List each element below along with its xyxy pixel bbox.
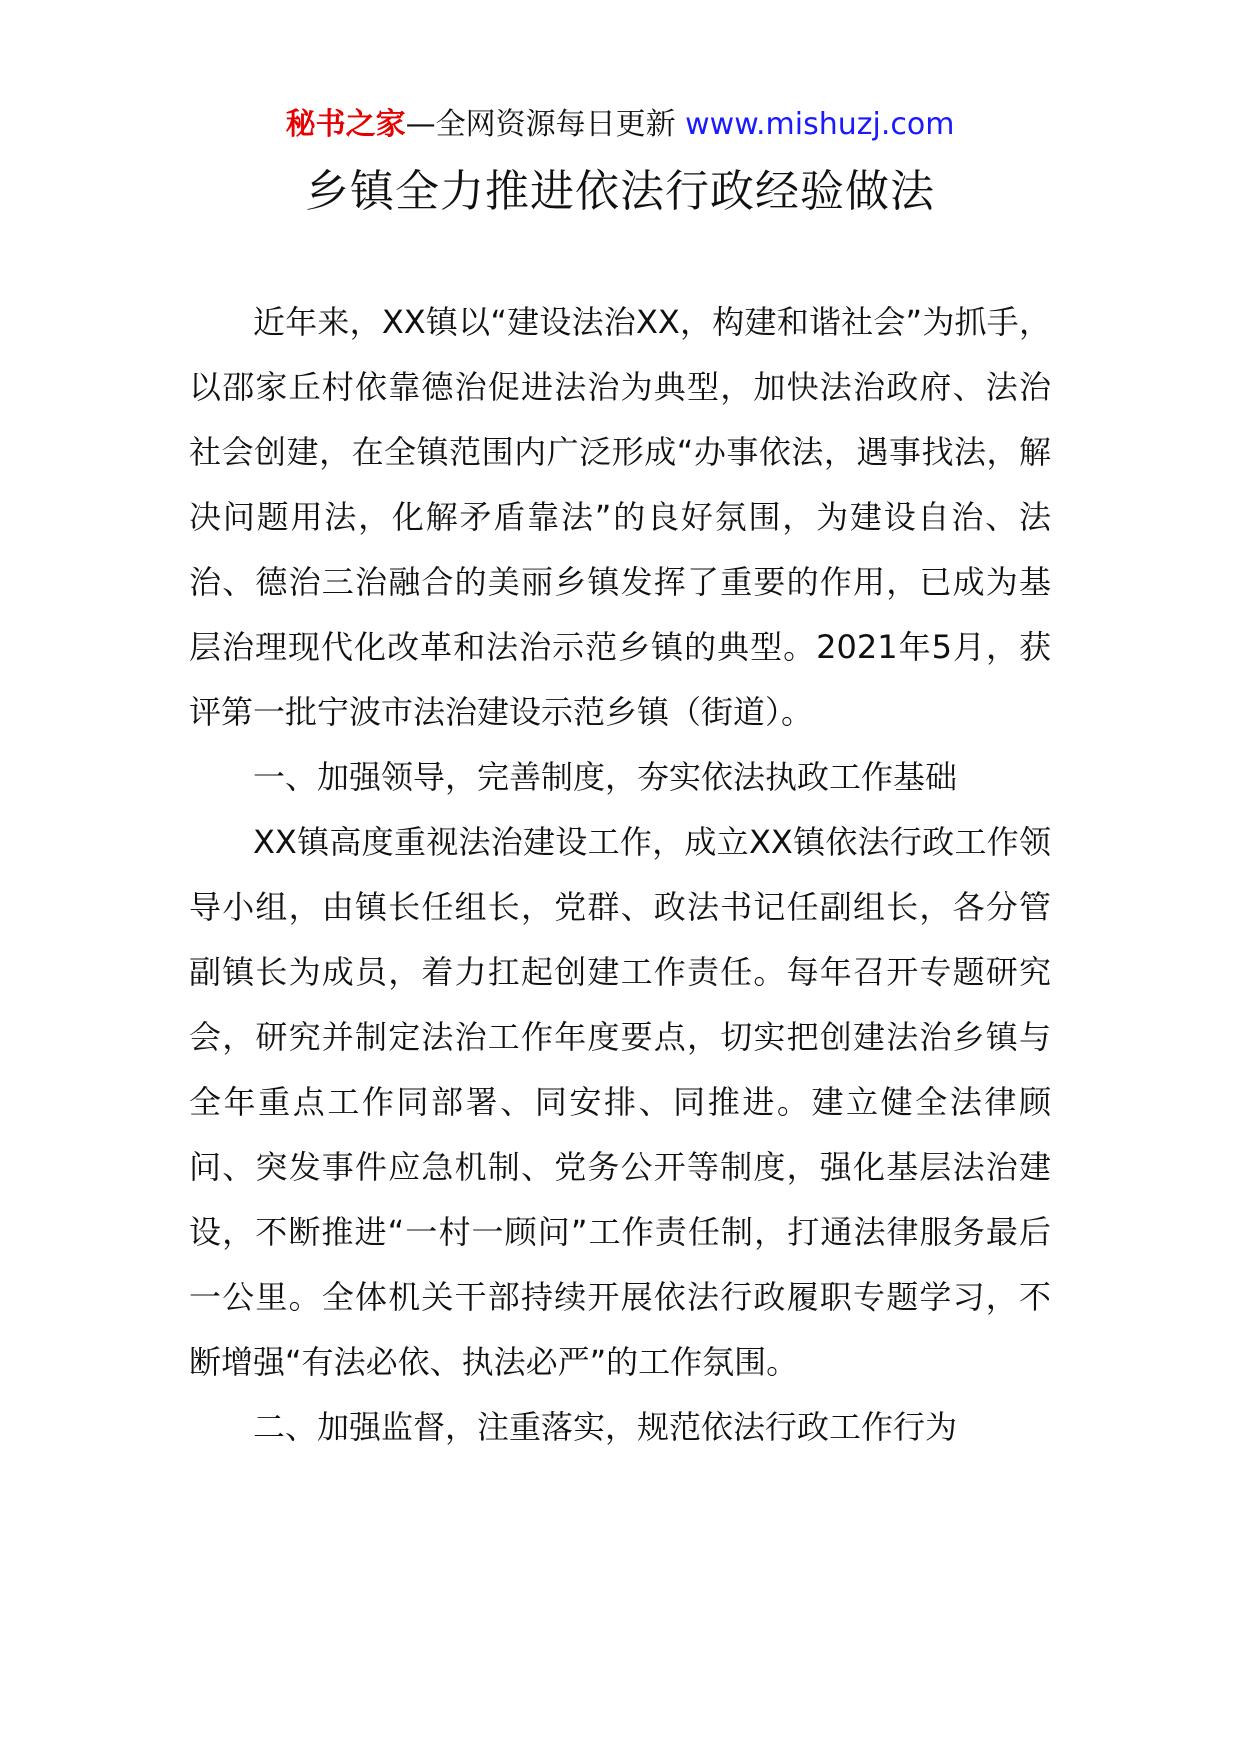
header-tagline: —全网资源每日更新 — [405, 107, 676, 142]
site-header — [0, 103, 1240, 147]
section-heading-1: 一、加强领导，完善制度，夯实依法执政工作基础 — [253, 758, 958, 796]
intro-paragraph: 近年来，XX镇以“建设法治XX，构建和谐社会”为抓手，以邵家丘村依靠德治促进法治为典型，加快法治政府、法治社会创建，在全镇范围内广泛形成“办事依法，遇事找法，解决问题用法，化解矛盾靠法”的良好氛围，为建设自治、法治、德治三治融合的美丽乡镇发挥了重要的作用，已成为基层治理现代化改革和法治示范乡镇的典型。2021年5月，获评第一批宁波市法治建设示范乡镇（街道）。 — [189, 303, 1051, 731]
brand-name: 秘书之家 — [285, 107, 406, 142]
site-url-link[interactable]: www.mishuzj.com — [685, 107, 955, 142]
document-title: 乡镇全力推进依法行政经验做法 — [305, 166, 935, 217]
section-1-paragraph: XX镇高度重视法治建设工作，成立XX镇依法行政工作领导小组，由镇长任组长，党群、政法书记任副组长，各分管副镇长为成员，着力扛起创建工作责任。每年召开专题研究会，研究并制定法治工作年度要点，切实把创建法治乡镇与全年重点工作同部署、同安排、同推进。建立健全法律顾问、突发事件应急机制、党务公开等制度，强化基层法治建设，不断推进“一村一顾问”工作责任制，打通法律服务最后一公里。全体机关干部持续开展依法行政履职专题学习，不断增强“有法必依、执法必严”的工作氛围。 — [189, 823, 1051, 1381]
section-heading-2: 二、加强监督，注重落实，规范依法行政工作行为 — [253, 1408, 958, 1446]
document-body — [189, 290, 1051, 1460]
